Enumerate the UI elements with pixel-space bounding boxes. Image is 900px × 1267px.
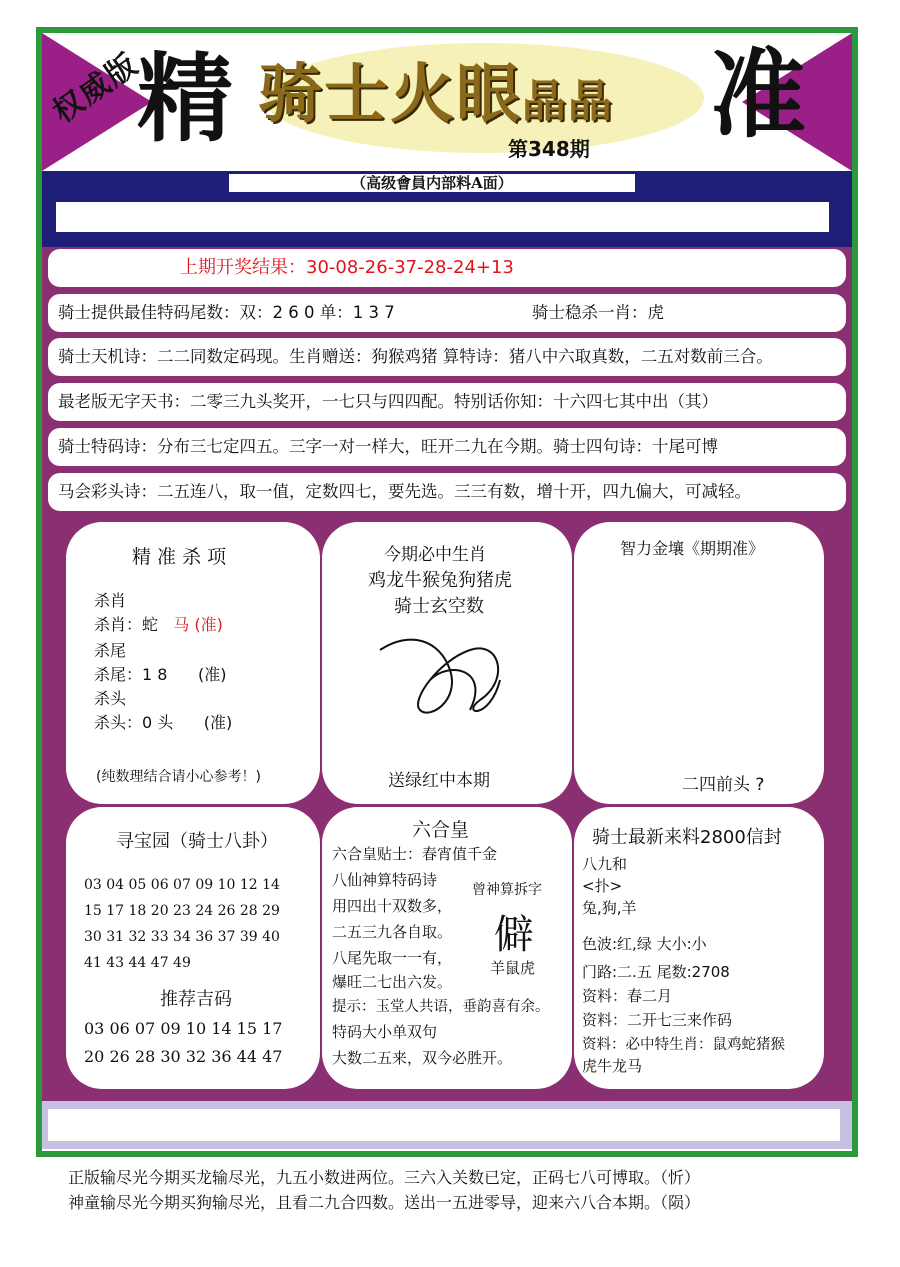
kill-card-title: 精 准 杀 项 bbox=[132, 546, 227, 568]
knight-l3: 兔,狗,羊 bbox=[582, 899, 637, 917]
wisdom-bottom: 二四前头 ? bbox=[682, 775, 765, 795]
title-right-char: 准 bbox=[710, 38, 806, 151]
bottom-line-1: 正版输尽光今期买龙输尽光，九五小数进两位。三六入关数已定，正码七八可博取。（忻） bbox=[68, 1168, 701, 1187]
poem-row-4: 马会彩头诗：二五连八，取一值，定数四七，要先选。三三有数，增十开，四九偏大，可减轻。 bbox=[48, 473, 846, 511]
tail-number-row bbox=[48, 294, 846, 332]
kill-head-label: 杀头 bbox=[94, 689, 127, 708]
edition-label: 权威版 bbox=[46, 46, 146, 131]
subtitle: （高级會員内部料A面） bbox=[229, 174, 635, 192]
title-left-char: 精 bbox=[137, 42, 233, 155]
footer-strip bbox=[42, 1101, 852, 1149]
treasure-grid-row: 15 17 18 20 23 24 26 28 29 bbox=[84, 903, 280, 919]
kill-tail-label: 杀尾 bbox=[94, 641, 127, 660]
liuhe-l4: 二五三九各自取。 bbox=[332, 923, 453, 941]
zodiac-line3: 骑士玄空数 bbox=[394, 596, 484, 617]
bottom-poems bbox=[68, 1165, 700, 1215]
footer-blank bbox=[48, 1109, 840, 1141]
treasure-grid-row: 03 04 05 06 07 09 10 12 14 bbox=[84, 877, 280, 893]
kill-zodiac-text: 骑士稳杀一肖：虎 bbox=[532, 303, 664, 322]
kill-zodiac-text: 杀肖：蛇 bbox=[94, 615, 159, 634]
brand-small: 晶晶 bbox=[522, 76, 614, 127]
knight-l2: <扑> bbox=[582, 877, 623, 895]
result-label: 上期开奖结果： bbox=[180, 257, 306, 278]
kill-zodiac-red: 马 (准) bbox=[173, 615, 223, 634]
knight-card-title: 骑士最新来料2800信封 bbox=[592, 827, 782, 848]
knight-l7: 资料：二开七三来作码 bbox=[582, 1011, 733, 1029]
split-char-title: 曾神算拆字 bbox=[472, 882, 542, 898]
wisdom-card bbox=[574, 522, 824, 804]
result-row bbox=[48, 249, 846, 287]
knight-card bbox=[574, 807, 824, 1089]
kill-tail-text: 杀尾：1 8 bbox=[94, 665, 168, 684]
liuhe-l9: 大数二五来，双今必胜开。 bbox=[332, 1049, 513, 1067]
knight-l9: 虎牛龙马 bbox=[582, 1057, 643, 1075]
result-numbers: 30-08-26-37-28-24+13 bbox=[306, 257, 514, 278]
recommend-title: 推荐吉码 bbox=[160, 989, 232, 1010]
kill-zodiac-label: 杀肖 bbox=[94, 591, 127, 610]
liuhe-l1: 六合皇贴士：春宵值千金 bbox=[332, 845, 498, 863]
liuhe-l8: 特码大小单双句 bbox=[332, 1023, 438, 1041]
bottom-line-2: 神童输尽光今期买狗输尽光，且看二九合四数。送出一五进零导，迎来六八合本期。（陨） bbox=[68, 1193, 701, 1212]
knight-l1: 八九和 bbox=[582, 855, 628, 873]
liuhe-l6: 爆旺二七出六发。 bbox=[332, 973, 453, 991]
main-panel bbox=[42, 247, 852, 1101]
kill-tail-tag: (准) bbox=[197, 665, 227, 684]
split-char: 僻 bbox=[494, 912, 534, 958]
liuhe-l2: 八仙神算特码诗 bbox=[332, 871, 438, 889]
kill-card bbox=[66, 522, 320, 804]
liuhe-card bbox=[322, 807, 572, 1089]
issue-number: 第348期 bbox=[508, 137, 590, 161]
knight-l5: 门路:二.五 尾数:2708 bbox=[582, 963, 730, 981]
kill-head-text: 杀头：0 头 bbox=[94, 713, 174, 732]
treasure-card-title: 寻宝园（骑士八卦） bbox=[116, 831, 278, 852]
recommend-row: 03 06 07 09 10 14 15 17 bbox=[84, 1019, 283, 1038]
poem-row-2: 最老版无字天书：二零三九头奖开，一七只与四四配。特别话你知：十六四七其中出（其） bbox=[48, 383, 846, 421]
treasure-card bbox=[66, 807, 320, 1089]
kill-head-tag: (准) bbox=[203, 713, 233, 732]
header bbox=[42, 33, 852, 171]
zodiac-animals: 鸡龙牛猴兔狗猪虎 bbox=[368, 570, 512, 591]
knight-l6: 资料：春二月 bbox=[582, 987, 673, 1005]
kill-zodiac-value bbox=[94, 612, 223, 635]
brand-main: 骑士火眼 bbox=[258, 57, 522, 132]
signature-scribble-icon bbox=[370, 620, 530, 736]
poem-row-3: 骑士特码诗：分布三七定四五。三字一对一样大，旺开二九在今期。骑士四句诗：十尾可博 bbox=[48, 428, 846, 466]
brand-title bbox=[258, 57, 614, 132]
zodiac-bottom: 送绿红中本期 bbox=[388, 771, 490, 791]
zodiac-card bbox=[322, 522, 572, 804]
zodiac-card-title: 今期必中生肖 bbox=[384, 545, 486, 565]
liuhe-l3: 用四出十双数多， bbox=[332, 897, 453, 915]
liuhe-l5: 八尾先取一一有， bbox=[332, 949, 453, 967]
kill-card-note: (纯数理结合请小心参考！) bbox=[96, 769, 261, 785]
knight-l4: 色波:红,绿 大小:小 bbox=[582, 935, 707, 953]
poem-row-1: 骑士天机诗：二二同数定码现。生肖赠送：狗猴鸡猪 算特诗：猪八中六取真数，二五对数前三合。 bbox=[48, 338, 846, 376]
recommend-row: 20 26 28 30 32 36 44 47 bbox=[84, 1047, 283, 1066]
liuhe-l7: 提示：玉堂人共语，垂韵喜有余。 bbox=[332, 999, 550, 1015]
tail-number-text: 骑士提供最佳特码尾数：双：2 6 0 单：1 3 7 bbox=[58, 303, 395, 322]
blank-banner bbox=[56, 202, 829, 232]
wisdom-card-title: 智力金壤《期期准》 bbox=[620, 539, 765, 558]
liuhe-title: 六合皇 bbox=[412, 819, 470, 841]
treasure-grid-row: 30 31 32 33 34 36 37 39 40 bbox=[84, 929, 280, 945]
subtitle-band bbox=[42, 171, 852, 247]
kill-head-value bbox=[94, 710, 232, 733]
knight-l8: 资料：必中特生肖：鼠鸡蛇猪猴 bbox=[582, 1037, 785, 1053]
treasure-grid-row: 41 43 44 47 49 bbox=[84, 955, 191, 971]
split-char-bottom: 羊鼠虎 bbox=[490, 959, 536, 977]
kill-tail-value bbox=[94, 662, 226, 685]
